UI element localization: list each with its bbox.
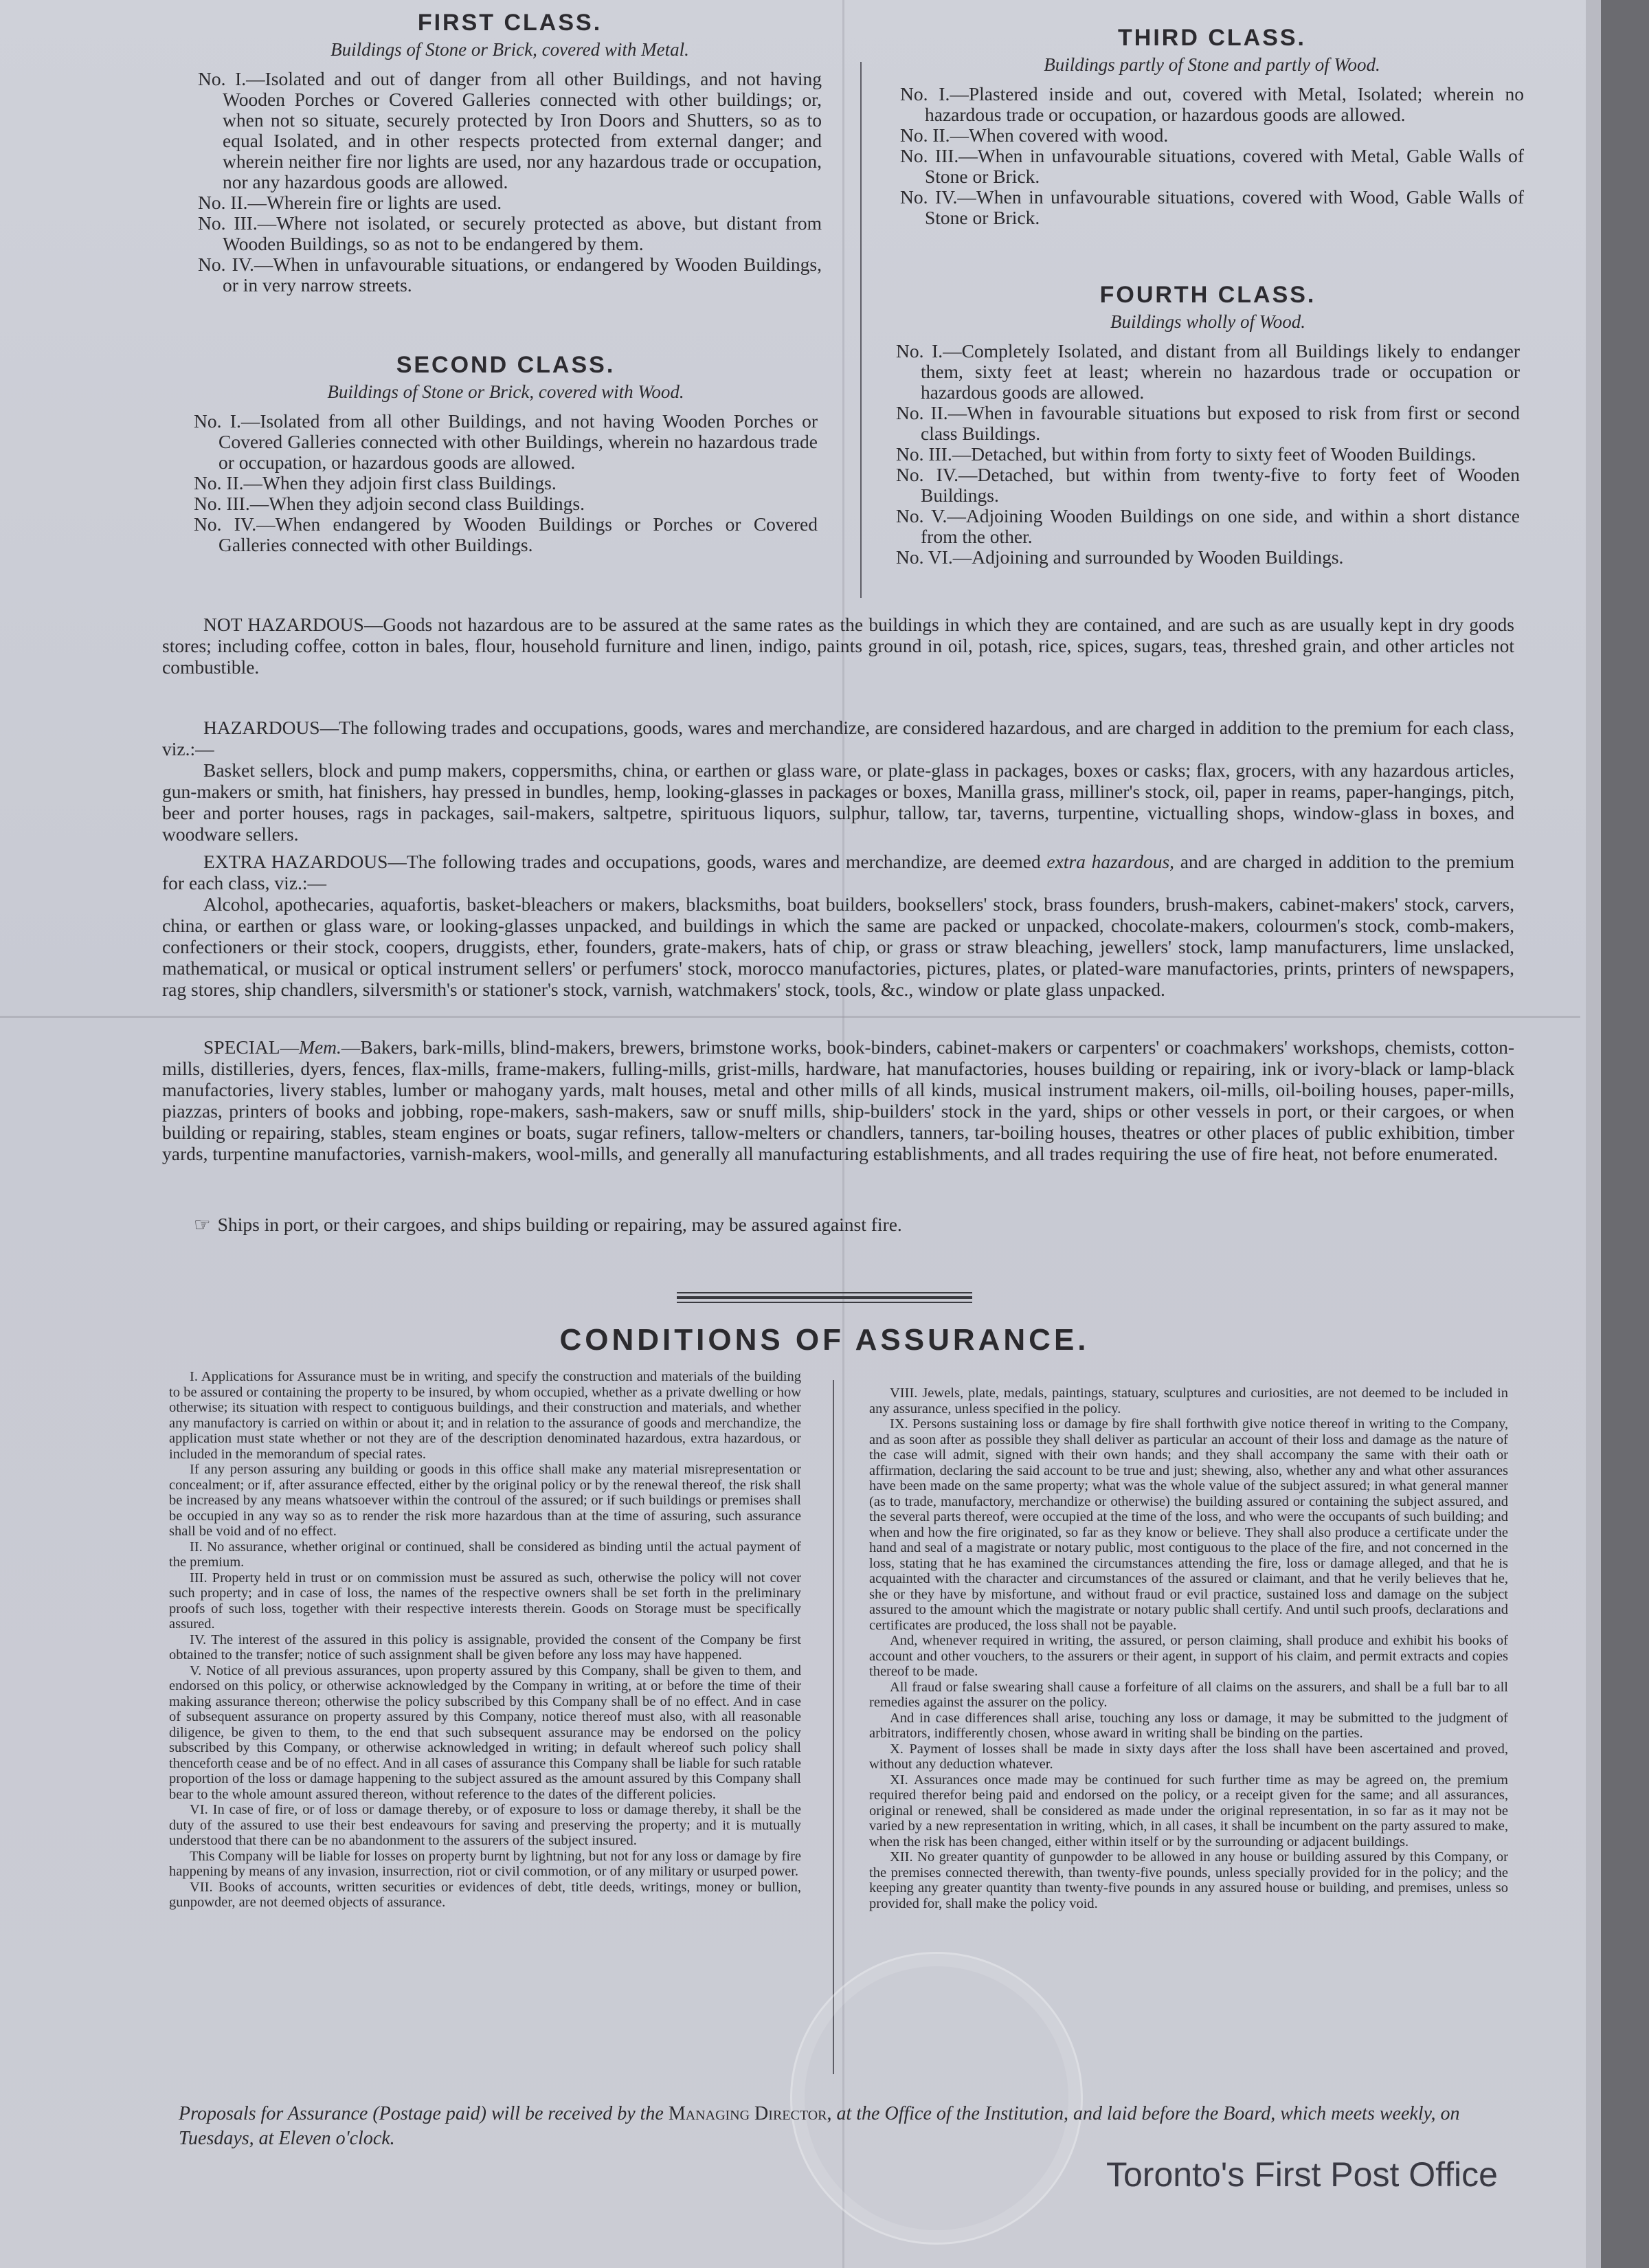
second-class-item: No. II.—When they adjoin first class Buildings. bbox=[194, 472, 557, 493]
condition-paragraph: VI. In case of fire, or of loss or damage thereby, or of exposure to loss or damage thereby, it shall be the duty of the assured to use their best endeavours for saving and preserving the property; and it is mutually understood that there can be no abandonment to the assurers of the subject insured. bbox=[169, 1802, 801, 1848]
first-class-item: No. II.—Wherein fire or lights are used. bbox=[198, 192, 502, 213]
conditions-title: CONDITIONS OF ASSURANCE. bbox=[559, 1323, 1090, 1357]
condition-paragraph: All fraud or false swearing shall cause a forfeiture of all claims on the assurers, and shall be a full bar to all remedies against the assurer on the policy. bbox=[869, 1679, 1508, 1710]
condition-paragraph: VII. Books of accounts, written securities or evidences of debt, title deeds, writings, money or bullion, gunpowder, are not deemed objects of assurance. bbox=[169, 1879, 801, 1910]
first-class-subtitle: Buildings of Stone or Brick, covered with Metal. bbox=[330, 39, 689, 60]
special-text bbox=[162, 1036, 1514, 1164]
conditions-column-separator bbox=[833, 1380, 834, 2074]
embossed-seal bbox=[790, 1952, 1083, 2245]
second-class-item: No. I.—Isolated from all other Buildings, and not having Wooden Porches or Covered Galleries connected with other Buildings, wherein no hazardous trade or occupation, or hazardous goods are allowed. bbox=[194, 410, 818, 473]
condition-paragraph: This Company will be liable for losses on property burnt by lightning, but not for any loss or damage by fire happening by means of any invasion, insurrection, riot or civil commotion, or of any military or usurped power. bbox=[169, 1848, 801, 1879]
fourth-class-title: FOURTH CLASS. bbox=[1099, 282, 1316, 308]
first-class-title: FIRST CLASS. bbox=[417, 10, 603, 36]
extra-hazardous-lead-end: and are charged in addition to the premium for each class, viz.:— bbox=[162, 851, 1515, 893]
column-separator bbox=[860, 62, 862, 598]
hazardous-lead: HAZARDOUS—The following trades and occupations, goods, wares and merchandize, are considered hazardous, and are charged in addition to the premium for each class, viz.:— bbox=[162, 717, 1514, 759]
condition-paragraph: VIII. Jewels, plate, medals, paintings, statuary, sculptures and curiosities, are not deemed to be included in any assurance, unless specified in the policy. bbox=[869, 1386, 1508, 1416]
special-mem: Mem. bbox=[299, 1036, 341, 1058]
fourth-class-section bbox=[896, 282, 1520, 568]
conditions-left-column bbox=[169, 1369, 801, 1911]
condition-paragraph: XI. Assurances once made may be continued for such further time as may be agreed on, the premium required therefor being paid and endorsed on the policy, or a receipt given for the same; and all assurances, original or renewed, shall be considered as made under the original representation, in so far as it may not be varied by a new representation in writing, which, in all cases, it shall be incumbent on the party assured to make, when the risk has been changed, either within itself or by the surrounding or adjacent buildings. bbox=[869, 1772, 1508, 1849]
ships-note bbox=[194, 1214, 1499, 1235]
footer-part2: at the Office of the Institution, and laid before the Board, which meets weekly, on Tuesdays, at Eleven o'clock. bbox=[179, 2103, 1460, 2149]
hazardous-section bbox=[162, 717, 1514, 845]
section-divider-thick bbox=[677, 1296, 972, 1299]
third-class-item: No. II.—When covered with wood. bbox=[900, 124, 1169, 146]
second-class-title: SECOND CLASS. bbox=[396, 352, 616, 378]
condition-paragraph: And, whenever required in writing, the assured, or person claiming, shall produce and exhibit his books of account and other vouchers, to the assurers or their agent, in support of his claim, and permit extracts and copies thereof to be made. bbox=[869, 1633, 1508, 1679]
third-class-section bbox=[900, 25, 1524, 228]
proposals-footer bbox=[179, 2102, 1484, 2151]
fourth-class-item: No. II.—When in favourable situations but exposed to risk from first or second class Buildings. bbox=[896, 402, 1520, 444]
third-class-item: No. III.—When in unfavourable situations, covered with Metal, Gable Walls of Stone or Brick. bbox=[900, 145, 1524, 187]
footer-part1: Proposals for Assurance (Postage paid) will be received by the bbox=[179, 2103, 669, 2124]
third-class-item: No. IV.—When in unfavourable situations, covered with Wood, Gable Walls of Stone or Brick. bbox=[900, 186, 1524, 228]
condition-paragraph: I. Applications for Assurance must be in writing, and specify the construction and materials of the building to be assured or containing the property to be insured, by whom occupied, whether as a private dwelling or how otherwise; its situation with respect to contiguous buildings, and their construction and materials, and whether any manufactory is carried on within or about it; and in relation to the assurance of goods and merchandize, the application must state whether or not they are of the description denominated hazardous, extra hazardous, or included in the memorandum of special rates. bbox=[169, 1369, 801, 1462]
special-body: —Bakers, bark-mills, blind-makers, brewers, brimstone works, book-binders, cabinet-makers or carpenters' or coachmakers' workshops, chemists, cotton-mills, distilleries, dyers, fences, flax-mills, frame-makers, fulling-mills, grist-mills, hardware, hat manufactories, houses building or repairing, ink or ivory-black or lamp-black manufactories, livery stables, lumber or mahogany yards, malt houses, metal and other mills of all kinds, musical instrument makers, oil-mills, oil-boiling houses, paper-mills, piazzas, printers of books and jobbing, rope-makers, sash-makers, saw or snuff mills, ship-builders' stock in the yard, ships or other vessels in port, or their cargoes, or when building or repairing, stables, steam engines or boats, sugar refiners, tallow-melters or chandlers, tanners, tar-boiling houses, theatres or other places of public exhibition, timber yards, turpentine manufactories, varnish-makers, wool-mills, and generally all manufacturing establishments, and all trades requiring the use of fire heat, not before enumerated. bbox=[162, 1036, 1514, 1164]
page-edge bbox=[1601, 0, 1649, 2268]
second-class-subtitle: Buildings of Stone or Brick, covered with Wood. bbox=[327, 381, 684, 402]
first-class-item: No. III.—Where not isolated, or securely protected as above, but distant from Wooden Buildings, so as not to be endangered by them. bbox=[198, 212, 822, 254]
fourth-class-item: No. VI.—Adjoining and surrounded by Wooden Buildings. bbox=[896, 546, 1344, 568]
condition-paragraph: II. No assurance, whether original or continued, shall be considered as binding until the actual payment of the premium. bbox=[169, 1539, 801, 1570]
fourth-class-item: No. III.—Detached, but within from forty to sixty feet of Wooden Buildings. bbox=[896, 443, 1477, 465]
fourth-class-item: No. I.—Completely Isolated, and distant from all Buildings likely to endanger them, sixty feet at least; wherein no hazardous trade or occupation or hazardous goods are allowed. bbox=[896, 340, 1520, 403]
second-class-item: No. III.—When they adjoin second class Buildings. bbox=[194, 493, 585, 514]
special-section bbox=[162, 1036, 1514, 1164]
extra-hazardous-section bbox=[162, 851, 1514, 1000]
second-class-item: No. IV.—When endangered by Wooden Buildings or Porches or Covered Galleries connected with other Buildings. bbox=[194, 513, 818, 555]
first-class-item: No. I.—Isolated and out of danger from all other Buildings, and not having Wooden Porches or Covered Galleries connected with other buildings; or, when not so situate, securely protected by Iron Doors and Shutters, so as to equal Isolated, and in other respects protected from external danger; and wherein neither fire nor lights are used, nor any hazardous trade or occupation, nor any hazardous goods are allowed. bbox=[198, 68, 822, 192]
pointing-hand-icon: ☞ bbox=[194, 1214, 211, 1235]
page-edge-shadow bbox=[1586, 0, 1601, 2268]
condition-paragraph: If any person assuring any building or goods in this office shall make any material misrepresentation or concealment; or if, after assurance effected, either by the original policy or by the renewal thereof, the risk shall be increased by any means whatsoever within the controul of the assured; or if such buildings or premises shall be occupied in any way so as to render the risk more hazardous than at the time of assuring, such assurance shall be void and of no effect. bbox=[169, 1462, 801, 1539]
section-divider-bottom bbox=[677, 1302, 972, 1303]
section-divider-top bbox=[677, 1292, 972, 1293]
condition-paragraph: XII. No greater quantity of gunpowder to be allowed in any house or building assured by this Company, or the premises connected therewith, than twenty-five pounds, unless specially provided for in the policy; and the keeping any greater quantity than twenty-five pounds in any assured house or building, and premises, unless so provided for, shall make the policy void. bbox=[869, 1849, 1508, 1911]
first-class-section bbox=[198, 10, 822, 296]
condition-paragraph: III. Property held in trust or on commission must be assured as such, otherwise the policy will not cover such property; and in case of loss, the names of the respective owners shall be set forth in the preliminary proofs of such loss, together with their respective interests therein. Goods on Storage must be specifically assured. bbox=[169, 1570, 801, 1632]
managing-director: Managing Director, bbox=[668, 2103, 832, 2124]
ships-note-text: Ships in port, or their cargoes, and ships building or repairing, may be assured against fire. bbox=[217, 1214, 902, 1235]
hazardous-body: Basket sellers, block and pump makers, coppersmiths, china, or earthen or glass ware, or plate-glass in packages, boxes or casks; flax, grocers, with any hazardous articles, gun-makers or smith, hat finishers, hay pressed in bundles, hemp, looking-glasses in packages or boxes, Manilla grass, milliner's stock, oil, paper in reams, paper-hangings, pitch, beer and porter houses, rags in packages, sail-makers, saltpetre, spirituous liquors, sulphur, tallow, tar, taverns, turpentine, victualling shops, window-glass in boxes, and woodware sellers. bbox=[162, 759, 1514, 845]
extra-hazardous-term: extra hazardous, bbox=[1046, 851, 1175, 872]
third-class-subtitle: Buildings partly of Stone and partly of Wood. bbox=[1044, 54, 1380, 75]
condition-paragraph: IX. Persons sustaining loss or damage by fire shall forthwith give notice thereof in writing to the Company, and as soon after as possible they shall deliver as particular an account of their loss and damage as the nature of the case will admit, signed with their own hands; and they shall accompany the same with their oath or affirmation, declaring the said account to be true and just; shewing, also, whether any and what other assurances have been made on the same property; what was the whole value of the subject assured; in what general manner (as to trade, manufactory, merchandize or otherwise) the building assured or containing the subject assured, and the several parts thereof, were occupied at the time of the loss, and who were the occupants of such building; and when and how the fire originated, so far as they know or believe. They shall also produce a certificate under the hand and seal of a magistrate or notary public, most contiguous to the place of the fire, and not concerned in the loss, stating that he has examined the circumstances attending the fire, loss or damage alleged, and that he is acquainted with the character and circumstances of the assured or claimant, and that he verily believes that he, she or they have by misfortune, and without fraud or evil practice, sustained loss and damage on the subject assured to the amount which the magistrate or notary public shall certify. And until such proofs, declarations and certificates are produced, the loss shall not be payable. bbox=[869, 1416, 1508, 1633]
special-lead: SPECIAL— bbox=[203, 1036, 300, 1058]
condition-paragraph: And in case differences shall arise, touching any loss or damage, it may be submitted to the judgment of arbitrators, indifferently chosen, whose award in writing shall be binding on the parties. bbox=[869, 1710, 1508, 1741]
condition-paragraph: IV. The interest of the assured in this policy is assignable, provided the consent of the Company be first obtained to the transfer; notice of such assignment shall be given before any loss may have happened. bbox=[169, 1632, 801, 1663]
third-class-item: No. I.—Plastered inside and out, covered with Metal, Isolated; wherein no hazardous trade or occupation, or hazardous goods are allowed. bbox=[900, 83, 1524, 125]
paper-fold-horizontal bbox=[0, 1016, 1580, 1018]
condition-paragraph: X. Payment of losses shall be made in sixty days after the loss shall have been ascertained and proved, without any deduction whatever. bbox=[869, 1741, 1508, 1772]
condition-paragraph: V. Notice of all previous assurances, upon property assured by this Company, shall be given to them, and endorsed on this policy, or otherwise acknowledged by the Company in writing, at or before the time of their making assurance thereon; otherwise the policy subscribed by this Company shall be of no effect. And in case of subsequent assurance on property assured by this Company, notice thereof must also, with all reasonable diligence, be given to them, to the end that such subsequent assurance may be endorsed on the policy subscribed by this Company, or otherwise acknowledged in writing; in default whereof such policy shall thenceforth cease and be of no effect. And in all cases of assurance this Company shall be liable for such ratable proportion of the loss or damage happening to the subject assured as the amount assured by this Company shall bear to the whole amount assured thereon, without reference to the dates of the different policies. bbox=[169, 1663, 801, 1802]
extra-hazardous-body: Alcohol, apothecaries, aquafortis, basket-bleachers or makers, blacksmiths, boat builders, booksellers' stock, brass founders, brush-makers, cabinet-makers' stock, carvers, china, or earthen or glass ware, or looking-glasses unpacked, and buildings in which the same are packed or unpacked, chocolate-makers, colourmen's stock, comb-makers, confectioners or their stock, coopers, druggists, ether, founders, grate-makers, hats of chip, or grass or straw bleaching, jewellers' stock, lamp manufacturers, lime unslacked, mathematical, or musical or optical instrument sellers' or perfumers' stock, morocco manufactories, pictures, plates, or plated-ware manufactories, prints, printers of newspapers, rag stores, ship chandlers, silversmith's or stationer's stock, varnish, watchmakers' stock, tools, &c., window or plate glass unpacked. bbox=[162, 893, 1514, 1000]
second-class-section bbox=[194, 352, 818, 555]
conditions-right-column bbox=[869, 1386, 1508, 1911]
extra-hazardous-lead bbox=[162, 851, 1514, 893]
fourth-class-subtitle: Buildings wholly of Wood. bbox=[1110, 311, 1305, 332]
not-hazardous-text: NOT HAZARDOUS—Goods not hazardous are to be assured at the same rates as the buildings in which they are contained, and are such as are usually kept in dry goods stores; including coffee, cotton in bales, flour, household furniture and linen, indigo, paints ground in oil, potash, rice, spices, sugars, teas, threshed grain, and other articles not combustible. bbox=[162, 614, 1514, 678]
fourth-class-item: No. V.—Adjoining Wooden Buildings on one side, and within a short distance from the other. bbox=[896, 505, 1520, 547]
watermark-text: Toronto's First Post Office bbox=[1106, 2155, 1498, 2194]
first-class-item: No. IV.—When in unfavourable situations, or endangered by Wooden Buildings, or in very narrow streets. bbox=[198, 254, 822, 296]
extra-hazardous-lead-start: EXTRA HAZARDOUS—The following trades and occupations, goods, wares and merchandize, are deemed bbox=[203, 851, 1047, 872]
not-hazardous-section bbox=[162, 614, 1514, 678]
fourth-class-item: No. IV.—Detached, but within from twenty-five to forty feet of Wooden Buildings. bbox=[896, 464, 1520, 506]
third-class-title: THIRD CLASS. bbox=[1118, 25, 1306, 51]
